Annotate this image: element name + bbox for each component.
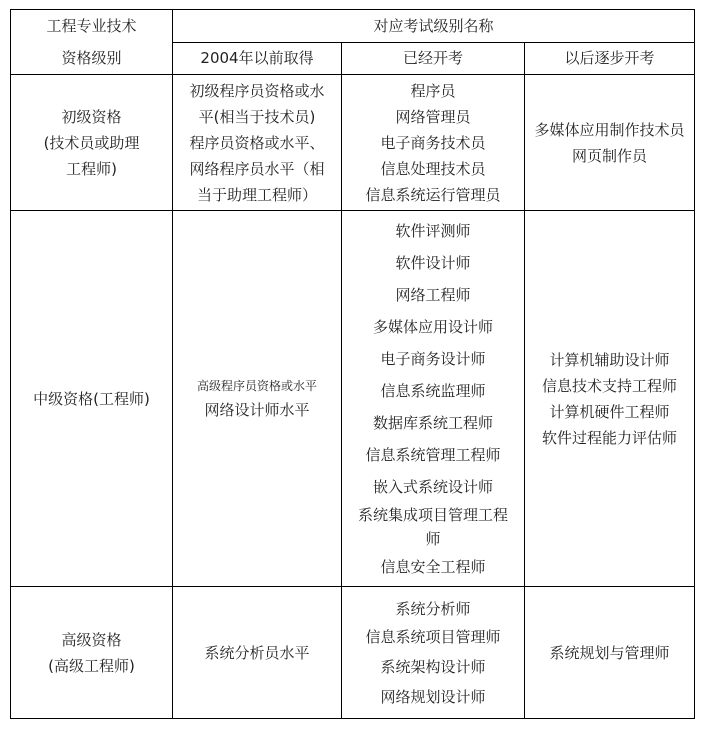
before-2004-line: 网络设计师水平 (204, 400, 310, 419)
future-cell (525, 211, 695, 587)
exam-name: 软件过程能力评估师 (542, 428, 678, 447)
qualification-table (10, 9, 695, 719)
exam-name: 程序员 (410, 81, 456, 100)
exam-name: 嵌入式系统设计师 (372, 477, 493, 496)
exam-name: 信息系统管理工程师 (365, 445, 501, 464)
header-level-line1: 工程专业技术 (46, 17, 137, 35)
before-2004-line: 当于助理工程师） (196, 185, 317, 204)
level-line: 工程师) (66, 159, 117, 178)
exam-name: 信息处理技术员 (380, 159, 486, 178)
header-level-cell (11, 10, 173, 75)
opened-cell (342, 211, 525, 587)
exam-name: 电子商务设计师 (380, 349, 486, 368)
header-future: 以后逐步开考 (525, 42, 695, 75)
exam-name: 多媒体应用制作技术员 (534, 120, 685, 139)
before-2004-line: 系统分析员水平 (204, 643, 310, 662)
before-2004-line-small: 高级程序员资格或水平 (196, 378, 317, 393)
opened-cell (342, 587, 525, 719)
table-row-senior (11, 587, 695, 719)
exam-name-wrap: 师 (425, 529, 441, 548)
exam-name: 网络工程师 (395, 285, 471, 304)
level-cell (11, 75, 173, 211)
exam-name: 电子商务技术员 (380, 133, 486, 152)
level-line: (高级工程师) (48, 656, 135, 675)
exam-name: 信息系统监理师 (380, 381, 486, 400)
before-2004-line: 网络程序员水平（相 (189, 159, 325, 178)
future-cell (525, 587, 695, 719)
exam-name: 系统分析师 (395, 599, 471, 618)
level-line: (技术员或助理 (43, 133, 140, 152)
header-before-2004: 2004年以前取得 (173, 42, 342, 75)
level-line: 高级资格 (61, 630, 122, 649)
level-line: 中级资格(工程师) (33, 389, 150, 408)
future-cell (525, 75, 695, 211)
before-2004-cell (173, 75, 342, 211)
exam-name: 计算机硬件工程师 (549, 402, 670, 421)
exam-name: 系统集成项目管理工程 (357, 505, 508, 524)
before-2004-cell (173, 587, 342, 719)
exam-name: 信息系统运行管理员 (365, 185, 501, 204)
level-cell (11, 587, 173, 719)
exam-name: 数据库系统工程师 (372, 413, 493, 432)
header-level-line2: 资格级别 (61, 49, 122, 67)
exam-name: 网络规划设计师 (380, 687, 486, 706)
header-row-top (11, 10, 695, 43)
exam-name: 软件评测师 (395, 221, 471, 240)
before-2004-line: 平(相当于技术员) (198, 107, 316, 126)
header-opened: 已经开考 (342, 42, 525, 75)
before-2004-line: 初级程序员资格或水 (189, 81, 325, 100)
level-cell (11, 211, 173, 587)
exam-name: 网页制作员 (572, 146, 648, 165)
exam-name: 软件设计师 (395, 253, 471, 272)
table-row-junior (11, 75, 695, 211)
exam-name: 计算机辅助设计师 (549, 350, 670, 369)
exam-name: 信息安全工程师 (380, 557, 486, 576)
before-2004-line: 程序员资格或水平、 (189, 133, 325, 152)
header-group-title: 对应考试级别名称 (173, 10, 695, 43)
level-line: 初级资格 (61, 107, 122, 126)
exam-name: 信息系统项目管理师 (365, 627, 501, 646)
before-2004-cell (173, 211, 342, 587)
table-row-intermediate (11, 211, 695, 587)
exam-name: 系统规划与管理师 (549, 643, 670, 662)
exam-name: 多媒体应用设计师 (372, 317, 493, 336)
exam-name: 网络管理员 (395, 107, 471, 126)
opened-cell (342, 75, 525, 211)
exam-name: 信息技术支持工程师 (542, 376, 678, 395)
exam-name: 系统架构设计师 (380, 657, 486, 676)
